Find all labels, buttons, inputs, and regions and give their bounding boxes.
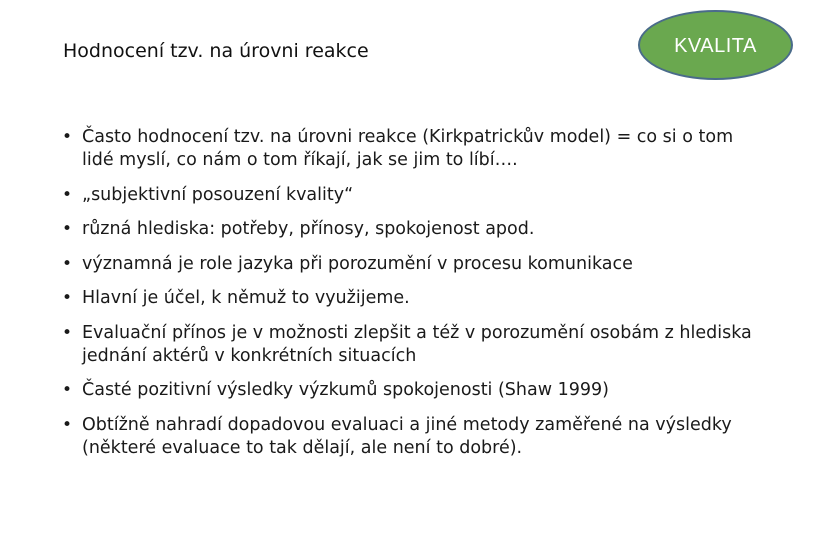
- bullet-item: • Evaluační přínos je v možnosti zlepšit a též v porozumění osobám z hlediska jednání aktérů v konkrétních situacích: [62, 322, 752, 368]
- bullet-item: • „subjektivní posouzení kvality“: [62, 184, 752, 207]
- bullet-item: • různá hlediska: potřeby, přínosy, spokojenost apod.: [62, 218, 752, 241]
- bullet-item: • Obtížně nahradí dopadovou evaluaci a jiné metody zaměřené na výsledky (některé evaluace to tak dělají, ale není to dobré).: [62, 414, 752, 460]
- bullet-list: [62, 126, 752, 471]
- bullet-item: • Hlavní je účel, k němuž to využijeme.: [62, 287, 752, 310]
- slide-title: Hodnocení tzv. na úrovni reakce: [63, 40, 369, 62]
- bullet-item: • Časté pozitivní výsledky výzkumů spokojenosti (Shaw 1999): [62, 379, 752, 402]
- bullet-item: • Často hodnocení tzv. na úrovni reakce (Kirkpatrickův model) = co si o tom lidé myslí, co nám o tom říkají, jak se jim to líbí….: [62, 126, 752, 172]
- bullet-item: • významná je role jazyka při porozumění v procesu komunikace: [62, 253, 752, 276]
- quality-badge: [638, 10, 793, 80]
- quality-badge-label: KVALITA: [674, 34, 757, 57]
